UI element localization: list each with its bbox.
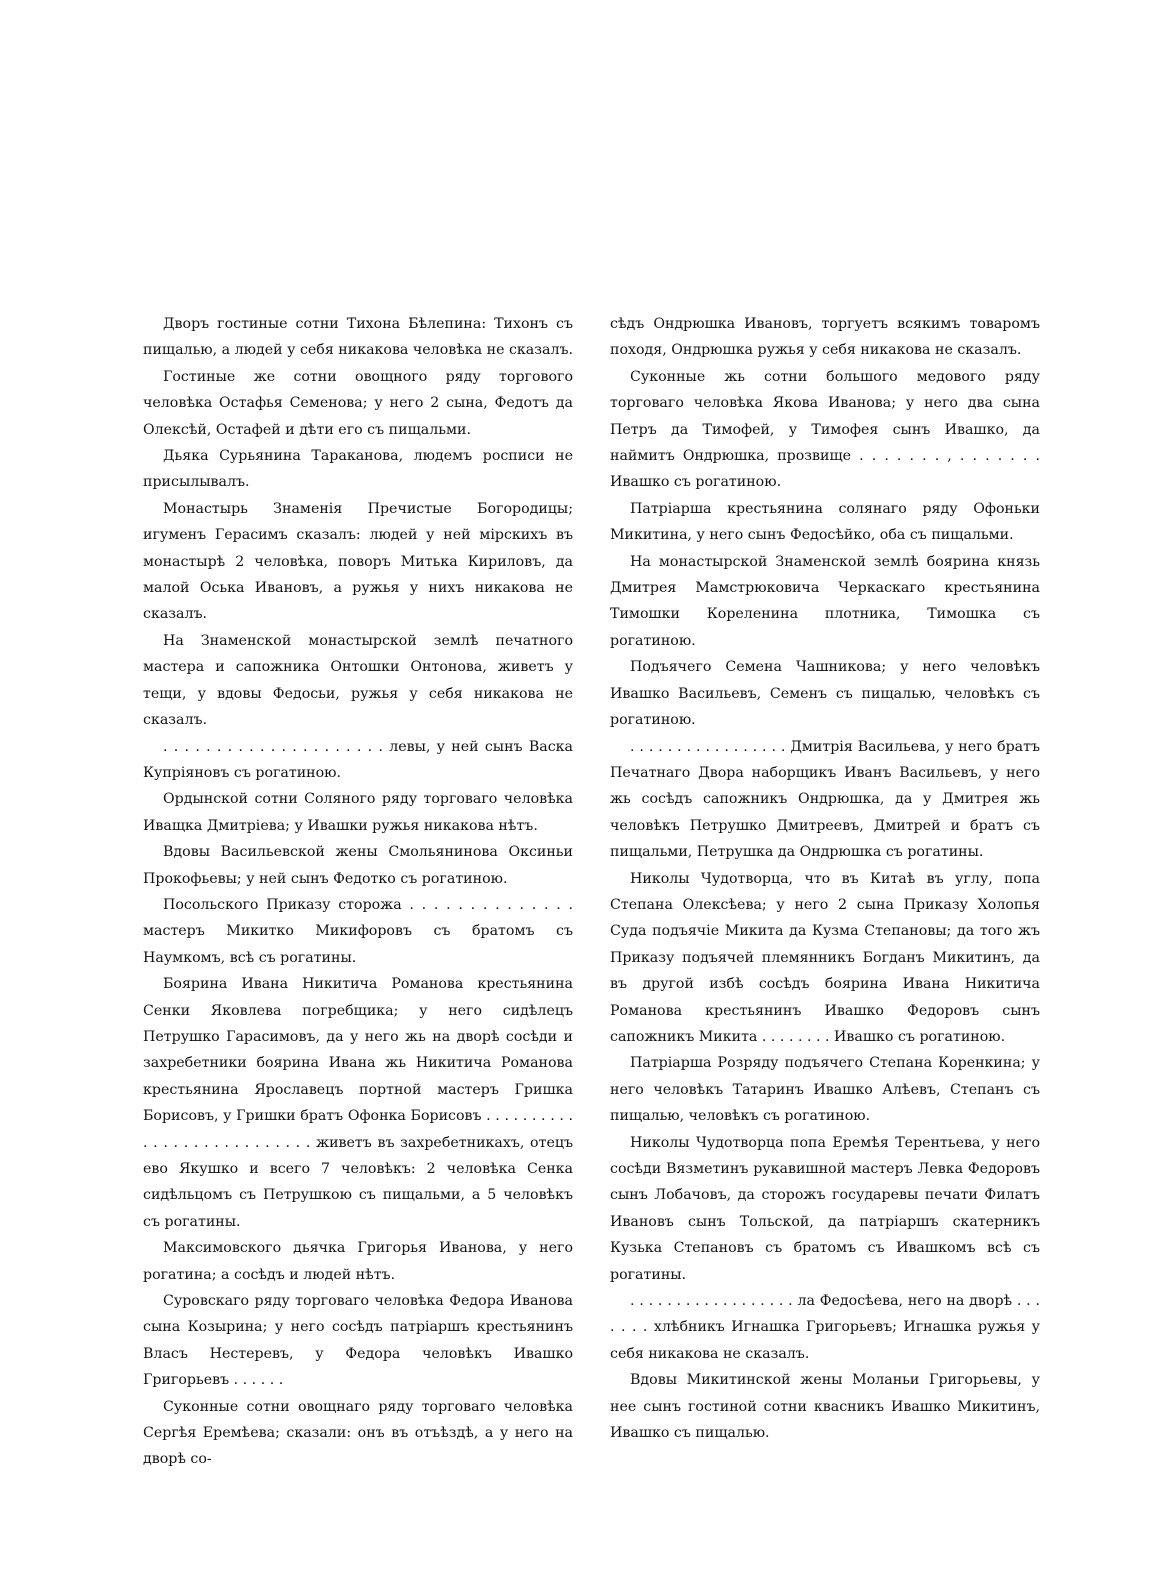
- left-text-column: [143, 311, 573, 1473]
- paragraph: Дьяка Сурьянина Тараканова, людемъ росписи не присылывалъ.: [143, 448, 573, 491]
- paragraph: Монастырь Знаменія Пречистые Богородицы; игуменъ Герасимъ сказалъ: людей у ней мірскихъ въ монастырѣ 2 человѣка, поворъ Митька Кириловъ, да малой Оська Ивановъ, а ружья у нихъ никакова не сказалъ.: [143, 500, 573, 623]
- paragraph: Суконные сотни овощнаго ряду торговаго человѣка Сергѣя Еремѣева; сказали: онъ въ отъѣздѣ, а у него на дворѣ со-: [143, 1398, 573, 1468]
- paragraph: Максимовского дьячка Григорья Иванова, у него рогатина; а сосѣдъ и людей нѣтъ.: [143, 1240, 573, 1283]
- right-text-column: [610, 311, 1040, 1446]
- paragraph: На Знаменской монастырской землѣ печатного мастера и сапожника Онтошки Онтонова, живетъ у тещи, у вдовы Федосьи, ружья у себя никакова не сказалъ.: [143, 632, 573, 729]
- paragraph: Николы Чудотворца попа Еремѣя Терентьева, у него сосѣди Вязметинъ рукавишной мастеръ Левка Федоровъ сынъ Лобачовъ, да сторожъ государевы печати Филатъ Ивановъ сынъ Тольской, да патріаршъ скатерникъ Кузька Степановъ съ братомъ съ Ивашкомъ всѣ съ рогатины.: [610, 1134, 1040, 1283]
- paragraph: Суконные жь сотни большого медового ряду торговаго человѣка Якова Иванова; у него два сына Петръ да Тимофей, у Тимофея сынъ Ивашко, да наймитъ Ондрюшка, прозвище . . . . . . . , . . . . . . . Ивашко съ рогатиною.: [610, 368, 1040, 491]
- paragraph: Патріарша Розряду подъячего Степана Коренкина; у него человѣкъ Татаринъ Ивашко Алѣевъ, Степанъ съ пищалью, человѣкъ съ рогатиною.: [610, 1055, 1040, 1125]
- paragraph-continued: сѣдъ Ондрюшка Ивановъ, торгуетъ всякимъ товаромъ походя, Ондрюшка ружья у себя никакова не сказалъ.: [610, 316, 1040, 359]
- paragraph: На монастырской Знаменской землѣ боярина князь Дмитрея Мамстрюковича Черкаскаго крестьянина Тимошки Кореленина плотника, Тимошка съ рогатиною.: [610, 553, 1040, 649]
- paragraph: Боярина Ивана Никитича Романова крестьянина Сенки Яковлева погребщика; у него сидѣлецъ Петрушко Гарасимовъ, да у него жь на дворѣ сосѣди и захребетники боярина Ивана жь Никитича Романова крестьянина Ярославецъ портной мастеръ Гришка Борисовъ, у Гришки братъ Офонка Борисовъ . . . . . . . . . . . . . . . . . . . . . . . . . . . живетъ въ захребетникахъ, отецъ ево Якушко и всего 7 человѣкъ: 2 человѣка Сенка сидѣльцомъ съ Петрушкою съ пищальми, а 5 человѣкъ съ рогатины.: [143, 976, 573, 1230]
- paragraph: Ордынской сотни Соляного ряду торговаго человѣка Иващка Дмитріева; у Ивашки ружья никакова нѣтъ.: [143, 791, 573, 834]
- paragraph: . . . . . . . . . . . . . . . . . . ла Федосѣева, него на дворѣ . . . . . . . хлѣбникъ Игнашка Григорьевъ; Игнашка ружья у себя никакова не сказалъ.: [610, 1293, 1040, 1362]
- paragraph: . . . . . . . . . . . . . . . . . Дмитрія Васильева, у него братъ Печатнаго Двора наборщикъ Иванъ Васильевъ, у него жь сосѣдъ сапожникъ Ондрюшка, да у Дмитрея жь человѣкъ Петрушко Дмитреевъ, Дмитрей и братъ съ пищальми, Петрушка да Ондрюшка съ рогатины.: [610, 738, 1040, 861]
- paragraph: Николы Чудотворца, что въ Китаѣ въ углу, попа Степана Олексѣева; у него 2 сына Приказу Холопья Суда подъячіе Микита да Кузма Степановы; да того жъ Приказу подъячей племянникъ Богданъ Микитинъ, да въ другой избѣ сосѣдъ боярина Ивана Никитича Романова крестьянинъ Ивашко Федоровъ сынъ сапожникъ Микита . . . . . . . . Ивашко съ рогатиною.: [610, 870, 1040, 1045]
- paragraph: Посольского Приказу сторожа . . . . . . . . . . . . . . мастеръ Микитко Микифоровъ съ братомъ съ Наумкомъ, всѣ съ рогатины.: [143, 896, 573, 966]
- paragraph: Гостиные же сотни овощного ряду торгового человѣка Остафья Семенова; у него 2 сына, Федотъ да Олексѣй, Остафей и дѣти его съ пищальми.: [143, 368, 573, 438]
- paragraph: Вдовы Микитинской жены Моланьи Григорьевы, у нее сынъ гостиной сотни квасникъ Ивашко Микитинъ, Ивашко съ пищалью.: [610, 1372, 1040, 1442]
- paragraph: Вдовы Васильевской жены Смольянинова Оксиньи Прокофьевы; у ней сынъ Федотко съ рогатиною.: [143, 844, 573, 887]
- paragraph: Дворъ гостиные сотни Тихона Бѣлепина: Тихонъ съ пищалью, а людей у себя никакова человѣка не сказалъ.: [143, 316, 573, 359]
- paragraph: Суровскаго ряду торговаго человѣка Федора Иванова сына Козырина; у него сосѣдъ патріаршъ крестьянинъ Власъ Нестеревъ, у Федора человѣкъ Ивашко Григорьевъ . . . . . .: [143, 1293, 573, 1389]
- paragraph: . . . . . . . . . . . . . . . . . . . . . левы, у ней сынъ Васка Купріяновъ съ рогатиною.: [143, 738, 573, 781]
- paragraph: Патріарша крестьянина солянаго ряду Офоньки Микитина, у него сынъ Федосѣйко, оба съ пищальми.: [610, 500, 1040, 544]
- paragraph: Подъячего Семена Чашникова; у него человѣкъ Ивашко Васильевъ, Семенъ съ пищалью, человѣкъ съ рогатиною.: [610, 659, 1040, 729]
